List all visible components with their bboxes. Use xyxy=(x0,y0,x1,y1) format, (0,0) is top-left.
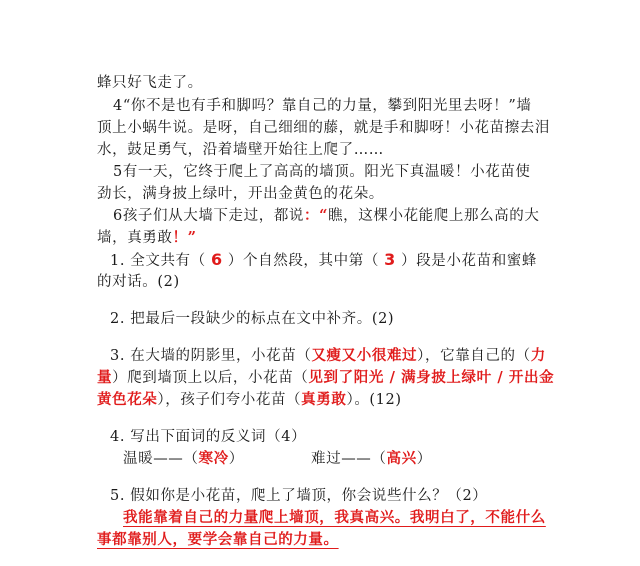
answer-paragraph-number: 3 xyxy=(384,250,396,269)
question-3-cont xyxy=(97,368,554,388)
passage-line xyxy=(113,96,531,116)
antonym-row xyxy=(311,449,432,469)
question-text: 5. 假如你是小花苗，爬上了墙顶，你会说些什么？（2） xyxy=(110,488,488,504)
answer-after-climb: 黄色花朵 xyxy=(97,391,158,408)
passage-text: 5有一天，它终于爬上了高高的墙顶。阳光下真温暖！小花苗使 xyxy=(113,164,531,180)
passage-line xyxy=(97,73,203,93)
passage-text: 4“你不是也有手和脚吗？靠自己的力量，攀到阳光里去呀！”墙 xyxy=(113,98,532,114)
antonym-word: 难过——（ xyxy=(311,451,387,467)
answer-line xyxy=(123,508,546,528)
question-1-cont xyxy=(97,272,180,292)
passage-text: 6孩子们从大墙下走过，都说 xyxy=(113,208,305,224)
question-text: ），孩子们夸小花苗（ xyxy=(157,392,302,408)
passage-line xyxy=(113,206,539,226)
question-text: ）。(12) xyxy=(346,392,402,408)
question-text: ）爬到墙顶上以后，小花苗（ xyxy=(112,370,309,386)
passage-text: 蜂只好飞走了。 xyxy=(97,75,203,91)
answer-strength: 量 xyxy=(97,369,113,386)
antonym-answer: 寒冷 xyxy=(198,450,229,467)
passage-line xyxy=(97,118,550,138)
answer-text: 事都靠别人，要学会靠自己的力量。 xyxy=(97,531,339,548)
added-punctuation: ！” xyxy=(172,229,197,246)
question-text: ）段是小花苗和蜜蜂 xyxy=(401,253,537,269)
passage-line xyxy=(113,162,531,182)
question-text: 的对话。(2) xyxy=(97,274,180,290)
answer-paragraph-count: 6 xyxy=(210,250,223,269)
antonym-close: ） xyxy=(416,451,432,467)
passage-text: 顶上小蜗牛说。是呀，自己细细的藤，就是手和脚呀！小花苗擦去泪 xyxy=(97,120,550,136)
question-text: ），它靠自己的（ xyxy=(417,348,531,364)
answer-praise: 真勇敢 xyxy=(301,391,347,408)
answer-strength: 力 xyxy=(530,347,546,364)
passage-line xyxy=(97,228,197,248)
question-text: ）个自然段，其中第（ xyxy=(227,253,379,269)
question-2 xyxy=(110,309,394,329)
passage-text: 墙，真勇敢 xyxy=(97,230,173,246)
question-text: 3. 在大墙的阴影里，小花苗（ xyxy=(110,348,312,364)
antonym-word: 温暖——（ xyxy=(123,451,199,467)
answer-after-climb: 见到了阳光 / 满身披上绿叶 / 开出金 xyxy=(308,369,555,386)
question-text: 4. 写出下面词的反义词（4） xyxy=(110,429,307,445)
passage-text: 劲长，满身披上绿叶，开出金黄色的花朵。 xyxy=(97,186,384,202)
question-5 xyxy=(110,486,487,506)
question-3-cont xyxy=(97,390,402,410)
antonym-answer: 高兴 xyxy=(386,450,417,467)
passage-text: 水，鼓足勇气，沿着墙壁开始往上爬了…… xyxy=(97,142,384,158)
added-punctuation: ：“ xyxy=(304,207,329,224)
question-1 xyxy=(110,250,537,271)
answer-line xyxy=(97,530,339,550)
answer-text: 我能靠着自己的力量爬上墙顶，我真高兴。我明白了，不能什么 xyxy=(123,509,546,526)
answer-feeling: 又瘦又小很难过 xyxy=(311,347,418,364)
question-4 xyxy=(110,427,306,447)
passage-line xyxy=(97,184,384,204)
question-3 xyxy=(110,346,546,366)
antonym-close: ） xyxy=(228,451,244,467)
passage-line xyxy=(97,140,384,160)
antonym-row xyxy=(123,449,244,469)
question-text: 1. 全文共有（ xyxy=(110,253,206,269)
passage-text: 瞧，这棵小花能爬上那么高的大 xyxy=(328,208,540,224)
question-text: 2. 把最后一段缺少的标点在文中补齐。(2) xyxy=(110,311,395,327)
